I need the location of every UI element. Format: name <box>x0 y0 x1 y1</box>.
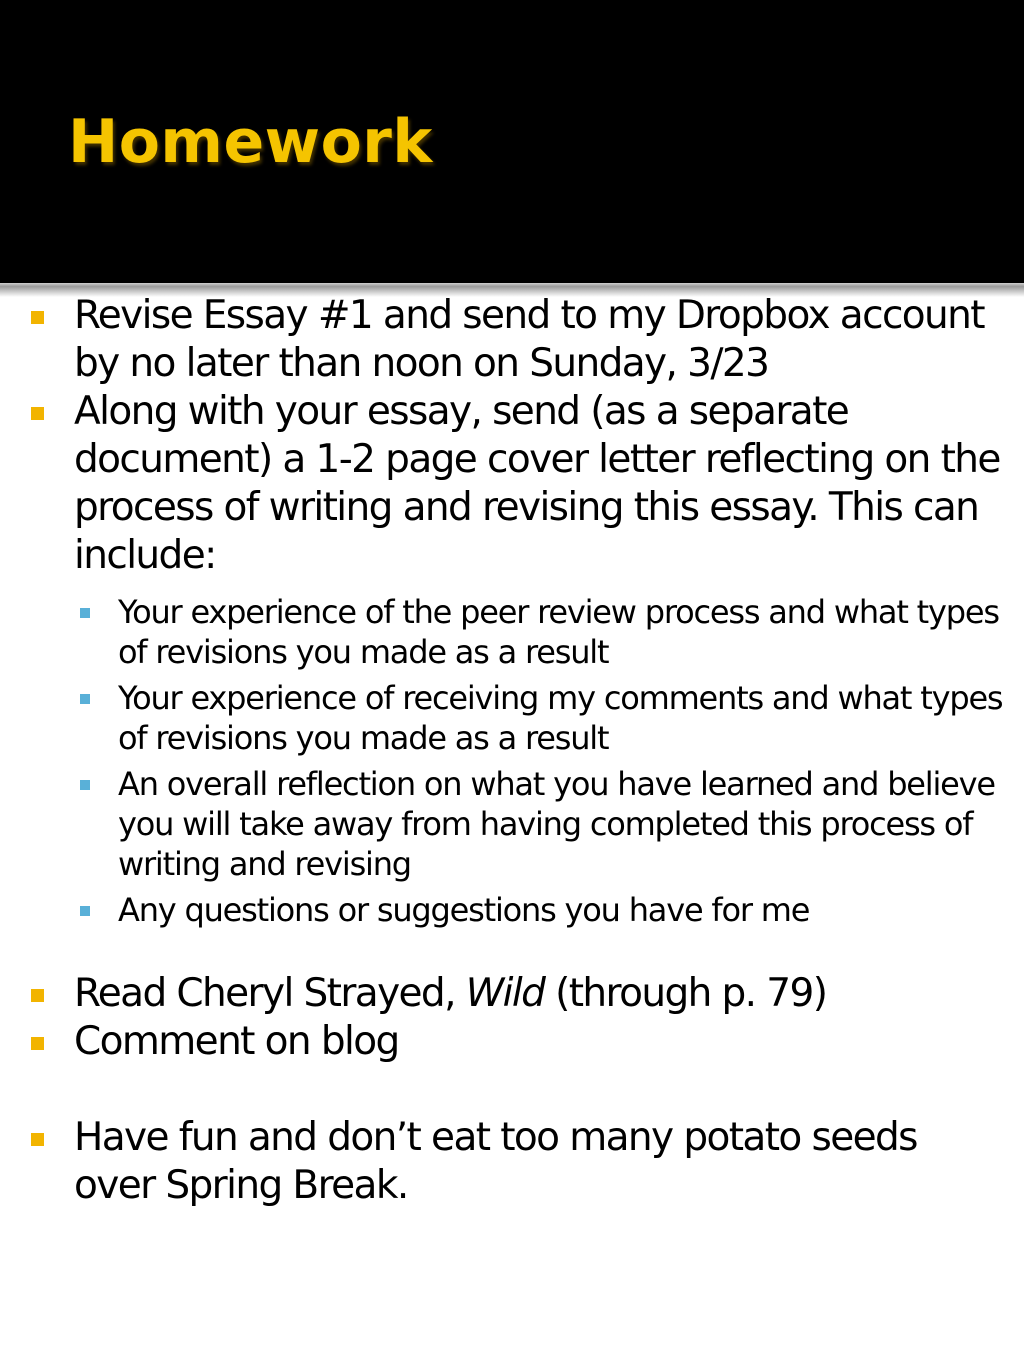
sub-bullet-text: Your experience of the peer review process and what types of revisions you made as a result <box>118 593 999 671</box>
sub-bullet-text: Your experience of receiving my comments and what types of revisions you made as a result <box>118 679 1003 757</box>
square-bullet-icon <box>31 407 44 420</box>
bullet-text-suffix: (through p. 79) <box>544 971 827 1016</box>
slide-body <box>0 292 1024 1210</box>
slide-title: Homework <box>68 107 433 177</box>
square-bullet-icon <box>31 1037 44 1050</box>
square-sub-bullet-icon <box>80 694 90 704</box>
sub-bullet-item <box>0 764 1024 884</box>
square-bullet-icon <box>31 1133 44 1146</box>
bullet-text: Revise Essay #1 and send to my Dropbox account by no later than noon on Sunday, 3/23 <box>74 293 984 386</box>
bullet-item-blog <box>0 1018 1024 1066</box>
bullet-text: Have fun and don’t eat too many potato seeds over Spring Break. <box>74 1115 917 1208</box>
bullet-text: Comment on blog <box>74 1019 399 1064</box>
sub-bullet-item <box>0 592 1024 672</box>
bullet-text: Along with your essay, send (as a separate document) a 1-2 page cover letter reflecting on the process of writing and revising this essay. This can include: <box>74 389 1000 578</box>
bullet-item-spring-break <box>0 1114 1024 1210</box>
square-sub-bullet-icon <box>80 780 90 790</box>
bullet-item-revise-essay <box>0 292 1024 388</box>
square-sub-bullet-icon <box>80 608 90 618</box>
sub-bullet-text: An overall reflection on what you have learned and believe you will take away from having completed this process of writing and revising <box>118 765 995 883</box>
book-title: Wild <box>465 971 545 1016</box>
bullet-item-cover-letter <box>0 388 1024 580</box>
square-sub-bullet-icon <box>80 906 90 916</box>
square-bullet-icon <box>31 311 44 324</box>
square-bullet-icon <box>31 989 44 1002</box>
sub-bullet-item <box>0 678 1024 758</box>
bullet-text: Read Cheryl Strayed, <box>74 971 466 1016</box>
bullet-item-reading <box>0 970 1024 1018</box>
sub-bullet-text: Any questions or suggestions you have for me <box>118 891 810 929</box>
title-bar <box>0 0 1024 283</box>
sub-bullet-item <box>0 890 1024 930</box>
